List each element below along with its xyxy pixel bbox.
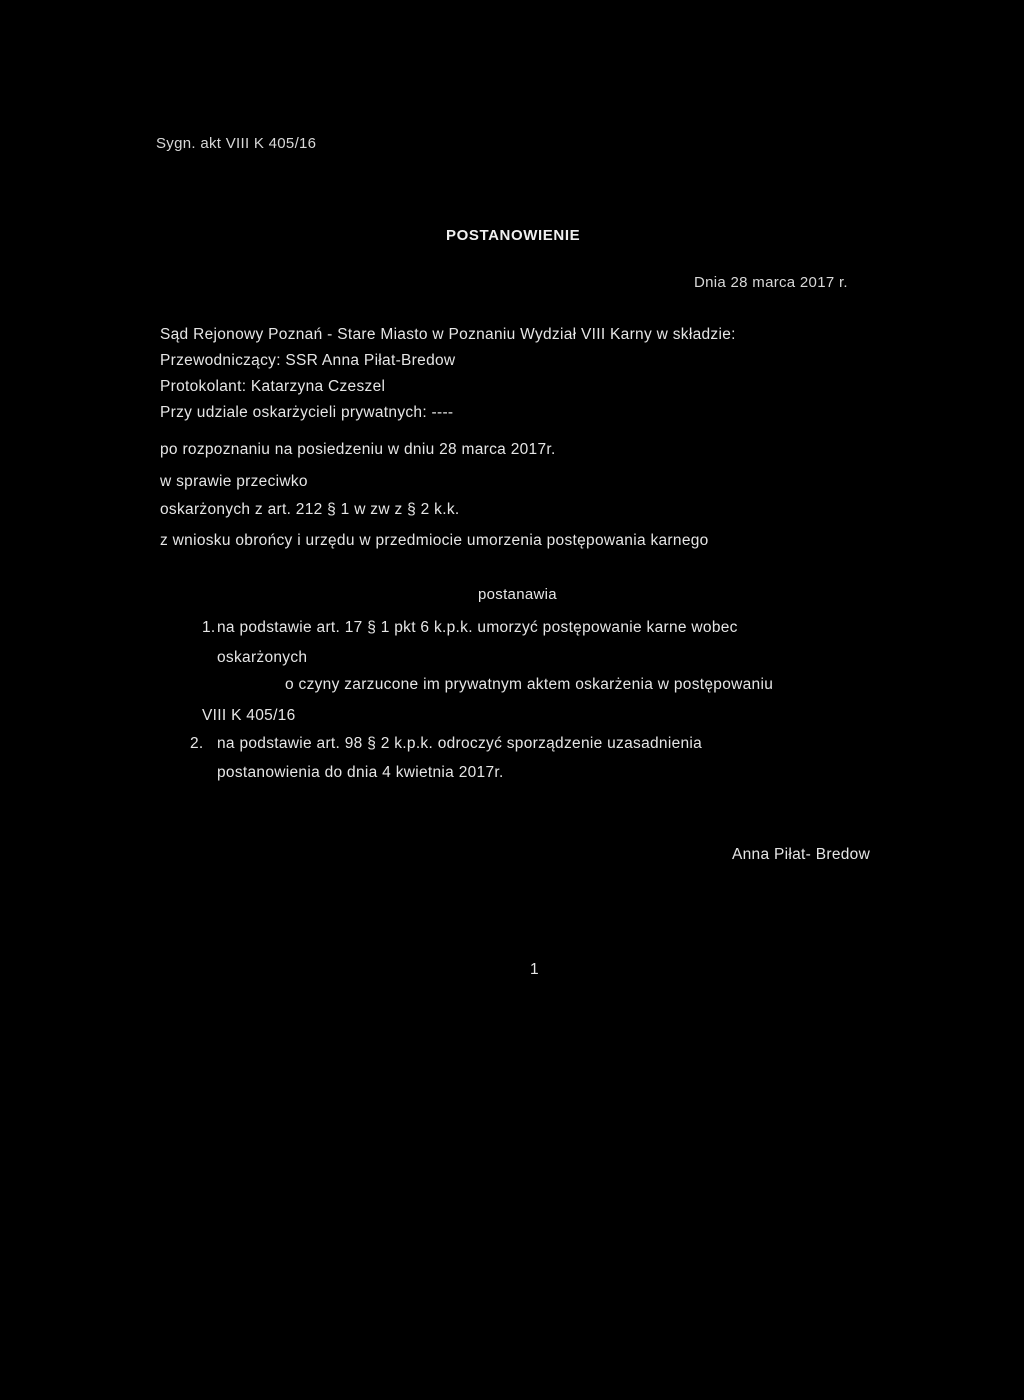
motion-line: z wniosku obrońcy i urzędu w przedmiocie umorzenia postępowania karnego [160, 532, 709, 549]
document-title: POSTANOWIENIE [446, 227, 581, 244]
charges-line: oskarżonych z art. 212 § 1 w zw z § 2 k.k. [160, 501, 460, 518]
item-line: VIII K 405/16 [202, 707, 296, 724]
clerk-line: Protokolant: Katarzyna Czeszel [160, 378, 386, 395]
item-line: na podstawie art. 98 § 2 k.p.k. odroczyć sporządzenie uzasadnienia [217, 735, 703, 752]
prosecutors-line: Przy udziale oskarżycieli prywatnych: ---- [160, 404, 454, 421]
item-line: oskarżonych [217, 649, 308, 666]
item-line: postanowienia do dnia 4 kwietnia 2017r. [217, 764, 504, 781]
court-line: Sąd Rejonowy Poznań - Stare Miasto w Poznaniu Wydział VIII Karny w składzie: [160, 326, 736, 343]
hearing-line: po rozpoznaniu na posiedzeniu w dniu 28 marca 2017r. [160, 441, 556, 458]
item-number: 1. [202, 619, 216, 636]
presiding-judge-line: Przewodniczący: SSR Anna Piłat-Bredow [160, 352, 456, 369]
item-line: na podstawie art. 17 § 1 pkt 6 k.p.k. umorzyć postępowanie karne wobec [217, 619, 738, 636]
decision-heading: postanawia [478, 586, 557, 603]
document-date: Dnia 28 marca 2017 r. [694, 274, 848, 291]
item-number: 2. [190, 735, 204, 752]
signature-name: Anna Piłat- Bredow [732, 846, 871, 863]
page-number: 1 [530, 961, 539, 978]
case-against-line: w sprawie przeciwko [160, 473, 308, 490]
item-line: o czyny zarzucone im prywatnym aktem oskarżenia w postępowaniu [285, 676, 774, 693]
case-reference: Sygn. akt VIII K 405/16 [156, 135, 317, 152]
